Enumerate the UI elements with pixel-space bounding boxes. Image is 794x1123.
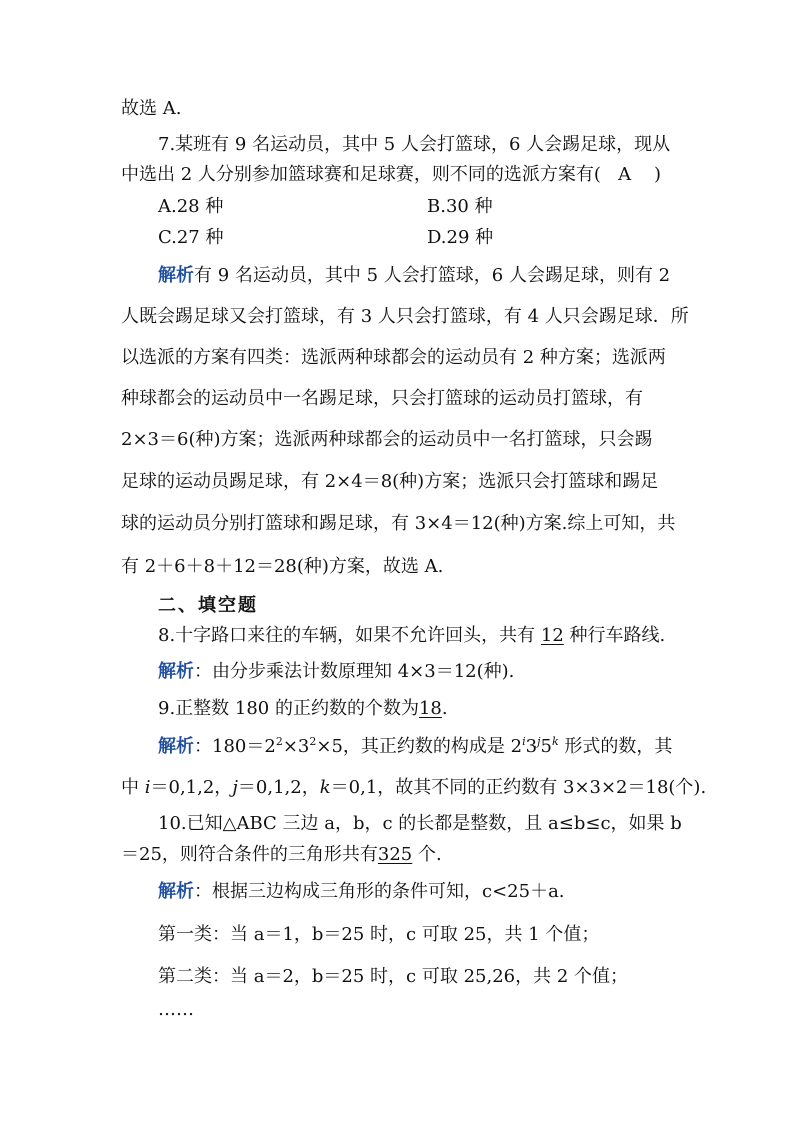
q8-stem: 8.十字路口来往的车辆，如果不允许回头，共有 12 种行车路线.: [158, 625, 666, 646]
q10-stem-line-1: 10.已知△ABC 三边 a，b，c 的长都是整数，且 a≤b≤c，如果 b: [158, 813, 682, 834]
q7-answer: A: [618, 164, 632, 185]
q7-solution-line-2: 人既会踢足球又会打篮球，有 3 人只会打篮球，有 4 人只会踢足球．所: [121, 306, 689, 327]
solution-label: 解析: [158, 881, 194, 902]
q7-solution-line-6: 足球的运动员踢足球，有 2×4＝8(种)方案；选派只会打篮球和踢足: [121, 471, 659, 492]
q7-solution-line-8: 有 2＋6＋8＋12＝28(种)方案，故选 A.: [121, 556, 444, 577]
q7-option-b: B.30 种: [427, 196, 493, 217]
q7-stem-line-1: 7.某班有 9 名运动员，其中 5 人会打篮球，6 人会踢足球，现从: [158, 134, 671, 155]
q8-solution: 解析：由分步乘法计数原理知 4×3＝12(种).: [158, 661, 515, 682]
solution-label: 解析: [158, 661, 194, 682]
q10-answer: 325: [377, 844, 413, 865]
q7-solution-line-5: 2×3＝6(种)方案；选派两种球都会的运动员中一名打篮球，只会踢: [121, 429, 653, 450]
q7-stem-line-2: 中选出 2 人分别参加篮球赛和足球赛，则不同的选派方案有( A ): [121, 164, 662, 185]
q7-option-c: C.27 种: [158, 227, 224, 248]
q7-option-a: A.28 种: [158, 196, 224, 217]
solution-label: 解析: [158, 736, 194, 757]
q7-option-d: D.29 种: [427, 227, 494, 248]
q7-solution-line-7: 球的运动员分别打篮球和踢足球，有 3×4＝12(种)方案.综上可知，共: [121, 513, 676, 534]
q10-case-1: 第一类：当 a＝1，b＝25 时，c 可取 25，共 1 个值；: [158, 924, 600, 945]
q9-answer: 18: [418, 698, 442, 719]
q10-solution-line-1: 解析：根据三边构成三角形的条件可知，c<25＋a.: [158, 881, 565, 902]
q7-solution-line-4: 种球都会的运动员中一名踢足球，只会打篮球的运动员打篮球，有: [121, 388, 643, 409]
q9-solution-line-2: 中 i＝0,1,2，j＝0,1,2，k＝0,1，故其不同的正约数有 3×3×2＝18(个).: [121, 777, 707, 798]
q8-answer: 12: [540, 625, 564, 646]
q7-solution-line-1: 解析有 9 名运动员，其中 5 人会打篮球，6 人会踢足球，则有 2: [158, 265, 671, 286]
q10-ellipsis: ……: [158, 999, 194, 1020]
q7-solution-line-3: 以选派的方案有四类：选派两种球都会的运动员有 2 种方案；选派两: [121, 347, 666, 368]
q9-solution-line-1: 解析：$180=2^2\times 3^2\times 5$，其正约数的构成是 2$^i$3$^j$5$^k$ 形式的数，其: [158, 735, 673, 757]
section-title: 二、填空题: [158, 595, 258, 616]
q10-case-2: 第二类：当 a＝2，b＝25 时，c 可取 25,26，共 2 个值；: [158, 966, 629, 987]
q9-stem: 9.正整数 180 的正约数的个数为18.: [158, 698, 448, 719]
q10-stem-line-2: ＝25，则符合条件的三角形共有325 个.: [121, 844, 442, 865]
solution-label: 解析: [158, 265, 194, 286]
intro-text: 故选 A.: [121, 98, 182, 119]
